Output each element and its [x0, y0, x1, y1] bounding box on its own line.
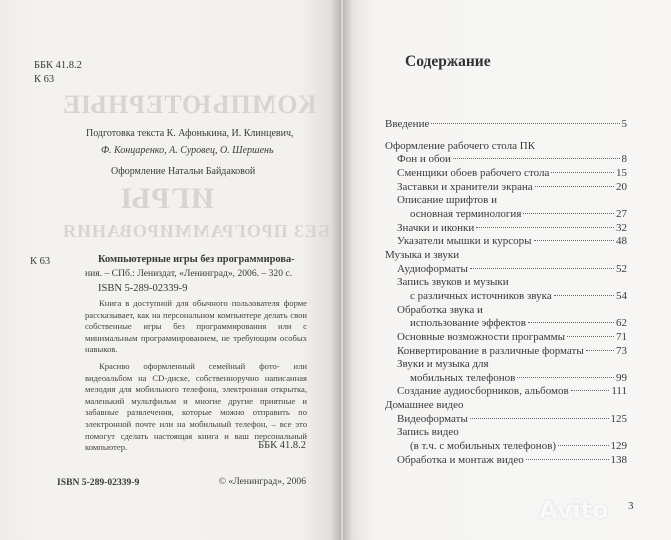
toc-entry — [385, 440, 627, 454]
toc-entry-page: 32 — [616, 221, 627, 234]
toc-entry — [385, 167, 627, 181]
toc-entry — [385, 345, 627, 359]
toc-entry-title: Обработка и монтаж видео — [397, 453, 524, 466]
toc-entry-title: Запись видео — [397, 426, 459, 439]
toc-entry-title: Аудиоформаты — [397, 262, 468, 275]
design-credit: Оформление Натальи Байдаковой — [111, 166, 256, 177]
toc-entry — [385, 426, 627, 440]
toc-entry-title: с различных источников звука — [410, 289, 552, 302]
toc-entry-title: Звуки и музыка для — [397, 358, 489, 371]
bleed-through-text: ИГРЫ — [120, 182, 215, 215]
toc-entry-title: Домашнее видео — [385, 399, 464, 412]
toc-entry — [385, 413, 627, 427]
dot-leader — [517, 377, 614, 378]
toc-entry-page: 5 — [621, 118, 627, 130]
toc-entry — [385, 358, 627, 372]
toc-entry-title: использование эффектов — [410, 317, 526, 330]
toc-entry — [385, 276, 627, 290]
dot-leader — [470, 268, 614, 269]
toc-entry-page: 15 — [616, 166, 627, 179]
toc-entry-title: Заставки и хранители экрана — [397, 180, 533, 193]
toc-entry-title: Конвертирование в различные форматы — [397, 344, 584, 357]
toc-entry-page: 129 — [610, 440, 627, 453]
isbn: ISBN 5-289-02339-9 — [98, 283, 188, 294]
publication-info: ния. – СПб.: Лениздат, «Ленинград», 2006. – 320 с. — [85, 268, 293, 279]
dot-leader — [571, 390, 610, 391]
toc-entry — [385, 290, 627, 304]
annotation-paragraph: Красиво оформленный семейный фото- или видеоальбом на CD-диске, собственноручно написанная мелодия для мобильного телефона, электронная открытка, маленький мультфильм и многие другие приятные и забавные развлечения, которые можно отправить по электронной почте или на мобильный телефон, – все это помогут сделать настоящая книга и ваш персональный компьютер. — [85, 360, 307, 453]
toc-entry-page: 71 — [616, 330, 627, 343]
right-page — [343, 0, 671, 540]
copyright: © «Ленинград», 2006 — [218, 476, 306, 487]
toc-entry-page: 62 — [616, 317, 627, 330]
credits-line: Подготовка текста К. Афонькина, И. Клинцевич, — [86, 128, 294, 139]
toc-entry — [385, 222, 627, 236]
toc-entry-title: основная терминология — [410, 207, 522, 220]
toc-entry — [385, 454, 627, 468]
toc-entry-page: 8 — [621, 153, 627, 166]
toc-entry-page: 27 — [616, 207, 627, 220]
toc-entry-title: Описание шрифтов и — [397, 194, 497, 207]
toc-entry — [385, 118, 627, 132]
author-mark: К 63 — [34, 74, 55, 85]
toc-entry-title: Фон и обои — [397, 153, 451, 166]
toc-entry — [385, 194, 627, 208]
dot-leader — [535, 186, 614, 187]
toc-entry-title: Видеоформаты — [397, 412, 468, 425]
toc-entry-title: Сменщики обоев рабочего стола — [397, 166, 550, 179]
toc-entry-title: Запись звуков и музыки — [397, 276, 509, 289]
bleed-through-text: БЕЗ ПРОГРАММИРОВАНИЯ — [62, 221, 330, 241]
toc-entry — [385, 372, 627, 386]
toc-entry-page: 54 — [616, 289, 627, 302]
toc-entry-title: Музыка и звуки — [385, 248, 460, 261]
toc-entry-page: 52 — [616, 262, 627, 275]
toc-entry — [385, 235, 627, 249]
avito-watermark: Avito — [539, 496, 609, 524]
dot-leader — [453, 158, 620, 159]
annotation — [85, 298, 307, 454]
dot-leader — [558, 445, 608, 446]
dot-leader — [431, 123, 619, 124]
dot-leader — [551, 172, 614, 173]
bbk-code: ББК 41.8.2 — [34, 60, 82, 71]
toc-entry — [385, 399, 627, 413]
dot-leader — [586, 350, 614, 351]
toc-entry-title: Обработка звука и — [397, 303, 483, 316]
toc-entry — [385, 304, 627, 318]
toc-entry — [385, 263, 627, 277]
dot-leader — [476, 227, 614, 228]
toc-entry — [385, 249, 627, 263]
credits-line: Ф. Концаренко, А. Суровец, О. Шершень — [101, 145, 274, 156]
toc-entry-title: Основные возможности программы — [397, 330, 565, 343]
dot-leader — [523, 213, 614, 214]
toc-entry-title: (в т.ч. с мобильных телефонов) — [410, 440, 557, 453]
toc-entry — [385, 208, 627, 222]
dot-leader — [567, 336, 614, 337]
toc-entry-page: 125 — [610, 412, 627, 425]
dot-leader — [554, 295, 614, 296]
toc-entry — [385, 331, 627, 345]
annotation-paragraph: Книга в доступной для обычного пользователя форме рассказывает, как на персональном компьютере делать свои собственные игры без программирования или с минимальным программированием, не требующим особых навыков. — [85, 298, 307, 355]
toc-entry-title: Введение — [385, 118, 430, 130]
toc-entry-page: 99 — [616, 371, 627, 384]
toc-entry-title: Указатели мышки и курсоры — [397, 235, 532, 248]
toc-entry — [385, 385, 627, 399]
toc-entry-title: Оформление рабочего стола ПК — [385, 139, 536, 152]
toc-entry-page: 111 — [611, 385, 627, 398]
toc-entry-title: Значки и иконки — [397, 221, 475, 234]
dot-leader — [528, 322, 614, 323]
page-number: 3 — [628, 500, 634, 512]
toc-entry — [385, 181, 627, 195]
book-title: Компьютерные игры без программирова- — [98, 254, 295, 265]
catalog-code: К 63 — [30, 256, 51, 267]
bbk-code-bottom: ББК 41.8.2 — [258, 440, 306, 451]
toc-entry — [385, 153, 627, 167]
toc-entry-page: 73 — [616, 344, 627, 357]
bleed-through-text: КОМПЬЮТЕРНЫЕ — [62, 90, 317, 119]
isbn-bottom: ISBN 5-289-02339-9 — [57, 477, 140, 488]
toc-entry — [385, 140, 627, 154]
toc-entry-page: 138 — [610, 453, 627, 466]
toc-entry-page: 48 — [616, 235, 627, 248]
table-of-contents — [385, 118, 627, 467]
dot-leader — [534, 240, 614, 241]
toc-entry — [385, 317, 627, 331]
toc-entry-title: мобильных телефонов — [410, 371, 516, 384]
toc-entry-page: 20 — [616, 180, 627, 193]
dot-leader — [526, 459, 609, 460]
dot-leader — [470, 418, 609, 419]
toc-entry-title: Создание аудиосборников, альбомов — [397, 385, 569, 398]
contents-heading: Содержание — [405, 53, 491, 70]
